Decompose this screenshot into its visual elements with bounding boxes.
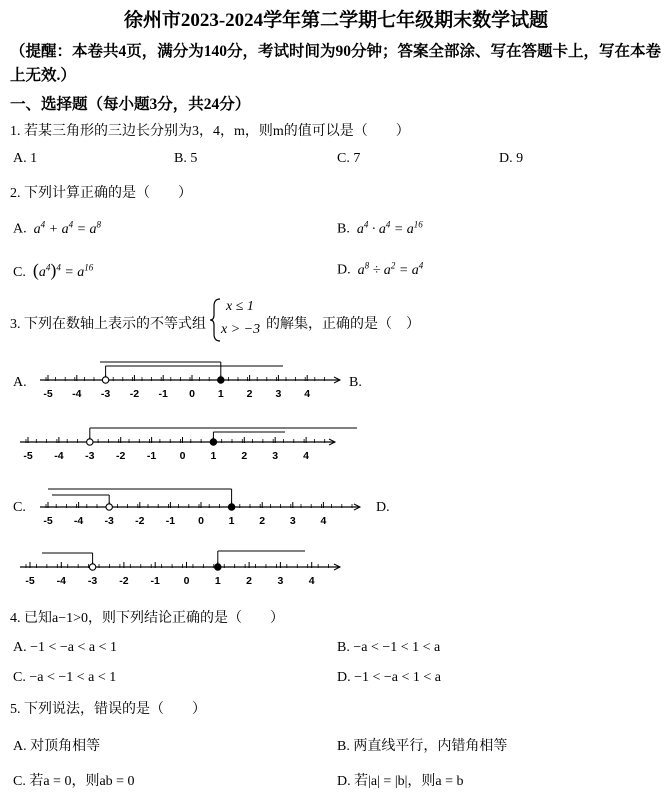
number-line-d-solid-point [215,564,221,570]
number-line-a-tick-label: -4 [72,388,82,400]
exam-title: 徐州市2023-2024学年第二学期七年级期末数学试题 [123,10,549,31]
number-line-a-tick-label: 4 [304,388,311,400]
number-line-d-tick-label: 0 [183,575,190,587]
q1-stem: 1. 若某三角形的三边长分别为3，4，m，则m的值可以是（ ） [10,124,410,139]
number-line-c-tick-label: 4 [320,515,327,527]
number-line-a-open-point [102,377,108,383]
q4-option-d: D. −1 < −a < 1 < a [337,670,442,685]
number-line-b-tick-label: -5 [23,450,33,462]
number-line-c-tick-label: 3 [289,515,296,527]
number-line-a-tick-label: -2 [129,388,140,400]
number-line-c-tick-label: -4 [73,515,84,527]
q4-option-c: C. −a < −1 < a < 1 [13,670,117,685]
number-line-b-tick-label: 3 [272,450,279,462]
number-line-c-tick-label: -2 [135,515,145,527]
number-line-c-tick-label: 0 [198,515,204,527]
number-line-b-solid-point [210,439,216,445]
q3-label-c: C. [13,500,26,515]
q3-label-a: A. [13,375,27,390]
number-line-d-tick-label: 1 [214,575,221,587]
number-line-a-tick-label: -5 [43,388,53,400]
number-line-b-open-point [87,439,93,445]
exam-notice: （提醒：本卷共4页，满分为140分，考试时间为90分钟；答案全部涂、写在答题卡上，写在本卷上无效.） [10,43,662,84]
number-line-a-tick-label: -3 [100,388,111,400]
q4-stem: 4. 已知a−1>0，则下列结论正确的是（ ） [10,611,285,626]
q2-formula-d: $a^8 \div a^2 = a^4$ [354,260,424,278]
number-line-c-tick-label: 1 [228,515,235,527]
number-line-d-open-point [89,564,95,570]
number-line-a-tick-label: 1 [217,388,224,400]
number-line-b-tick-label: -2 [116,450,126,462]
number-line-c-tick-label: -5 [43,515,53,527]
number-line-c-tick-label: -3 [104,515,114,527]
q5-option-b: B. 两直线平行，内错角相等 [337,739,508,754]
q3-stem-before: 3. 下列在数轴上表示的不等式组 [10,317,206,332]
q5-option-a: A. 对顶角相等 [13,739,101,754]
q2-stem: 2. 下列计算正确的是（ ） [10,186,192,201]
number-line-c-tick-label: 2 [259,515,266,527]
number-line-a-tick-label: 3 [275,388,282,400]
q2-formula-a: $a^4 + a^4 = a^8$ [30,219,102,237]
number-line-c-open-point [106,504,112,510]
q2-label-a: A. [13,221,27,237]
q2-label-d: D. [337,262,351,278]
number-line-b-tick-label: -1 [146,450,157,462]
number-line-b-tick-label: 1 [210,450,217,462]
q3-system-bottom: x > −3 [221,322,261,337]
number-line-d-tick-label: -3 [87,575,98,587]
q3-label-b: B. [349,375,362,390]
q3-label-d: D. [376,500,390,515]
q3-stem-after: 的解集，正确的是（ ） [266,317,420,332]
number-line-b-tick-label: 2 [241,450,248,462]
q3-system-top: x ≤ 1 [226,299,254,314]
q2-formula-b: $a^4 \cdot a^4 = a^{16}$ [353,219,423,237]
q1-option-d: D. 9 [499,151,524,166]
number-line-d-tick-label: -4 [56,575,66,587]
q2-formula-c: $(a^4)^4 = a^{16}$ [32,260,94,280]
number-line-a-tick-label: -1 [158,388,168,400]
number-line-d-tick-label: -5 [25,575,35,587]
number-line-b-tick-label: 4 [303,450,310,462]
number-line-b-tick-label: -3 [85,450,95,462]
q5-option-d: D. 若|a| = |b|，则a = b [337,774,464,789]
number-line-d-tick-label: 2 [246,575,253,587]
section-heading: 一、选择题（每小题3分，共24分） [10,96,251,113]
number-line-d-tick-label: -1 [150,575,160,587]
number-line-d-tick-label: 4 [308,575,315,587]
number-line-b-tick-label: -4 [54,450,64,462]
number-line-d-tick-label: -2 [119,575,129,587]
q4-option-a: A. −1 < −a < a < 1 [13,640,118,655]
q5-stem: 5. 下列说法，错误的是（ ） [10,702,206,717]
q1-option-a: A. 1 [13,151,38,166]
q2-label-c: C. [13,265,26,280]
number-line-b-tick-label: 0 [179,450,186,462]
number-line-c-solid-point [228,504,234,510]
number-line-a-tick-label: 2 [246,388,253,400]
q1-option-c: C. 7 [337,151,361,166]
number-line-d-tick-label: 3 [277,575,284,587]
q2-label-b: B. [337,221,350,237]
number-line-a-solid-point [218,377,224,383]
number-line-a-tick-label: 0 [189,388,195,400]
q4-option-b: B. −a < −1 < 1 < a [337,640,441,655]
q5-option-c: C. 若a = 0，则ab = 0 [13,774,135,789]
q1-option-b: B. 5 [174,151,198,166]
number-line-c-tick-label: -1 [165,515,176,527]
